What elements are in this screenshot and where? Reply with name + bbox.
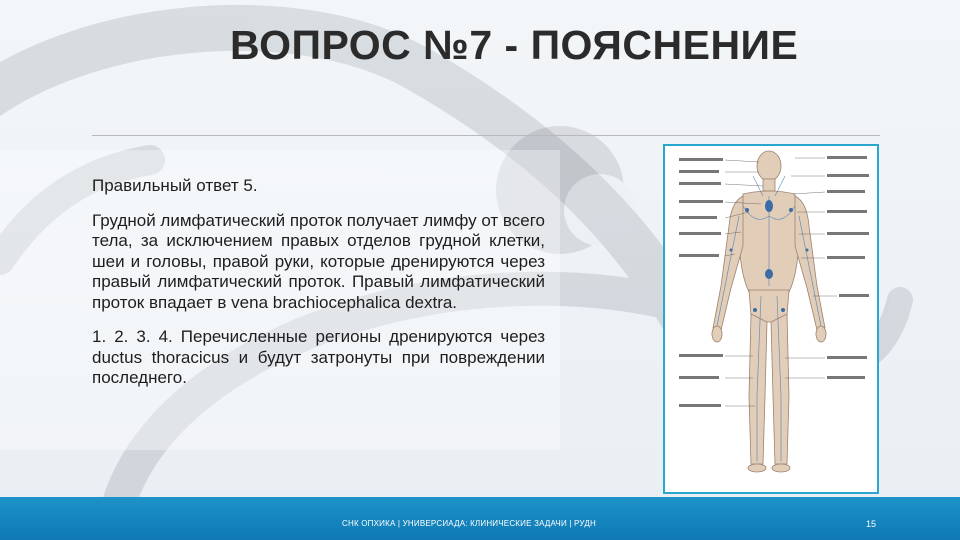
slide-title: ВОПРОС №7 - ПОЯСНЕНИЕ: [230, 22, 799, 68]
regions-paragraph: 1. 2. 3. 4. Перечисленные регионы дренируются через ductus thoracicus и будут затронуты при повреждении последнего.: [92, 327, 545, 387]
answer-paragraph: Правильный ответ 5.: [92, 176, 258, 195]
lymphatic-system-figure: [663, 144, 879, 494]
slide-body: [92, 176, 545, 389]
footer-caption: СНК ОПХИКА | УНИВЕРСИАДА: КЛИНИЧЕСКИЕ ЗАДАЧИ | РУДН: [342, 519, 596, 528]
page-number: 15: [866, 519, 877, 529]
lymphatic-system-anatomy-icon: [665, 146, 877, 492]
explanation-paragraph: Грудной лимфатический проток получает лимфу от всего тела, за исключением правых отделов грудной клетки, шеи и головы, правой руки, которые дренируются через правый лимфатический проток. Правый лимфатический проток впадает в vena brachiocephalica dextra.: [92, 210, 546, 312]
title-divider: [92, 135, 880, 136]
